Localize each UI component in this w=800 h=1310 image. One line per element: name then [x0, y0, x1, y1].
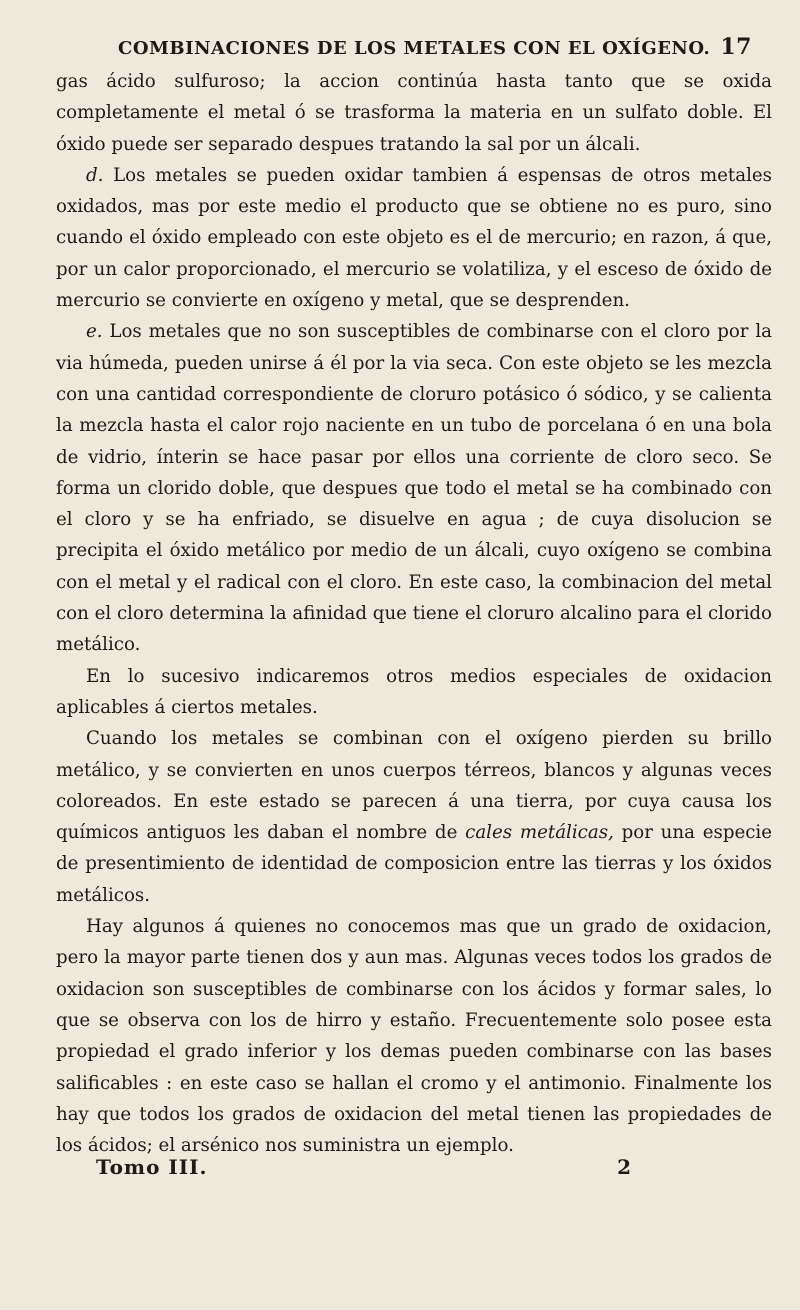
paragraph-d: d. Los metales se pueden oxidar tambien á espensas de otros metales oxidados, mas por este medio el producto que se obtiene no es puro, sino cuando el óxido empleado con este objeto es el de mercurio; en razon, á que, por un calor proporcionado, el mercurio se volatiliza, y el esceso de óxido de mercurio se convierte en oxígeno y metal, que se desprenden.	[56, 164, 772, 312]
printer-signature: 2	[617, 1155, 632, 1180]
page-number: 17	[720, 34, 752, 60]
paragraph-continuation: gas ácido sulfuroso; la accion continúa hasta tanto que se oxida completamente el metal ó se trasforma la materia en un sulfato doble. El óxido puede ser separado despues tratando la sal por un álcali.	[56, 71, 772, 155]
emphasis-cales-metalicas: cales metálicas,	[465, 822, 614, 844]
paragraph-label: d.	[86, 164, 104, 186]
volume-signature: Tomo III.	[96, 1155, 208, 1180]
paragraph-e: e. Los metales que no son susceptibles de combinarse con el cloro por la via húmeda, pueden unirse á él por la via seca. Con este objeto se les mezcla con una cantidad correspondiente de cloruro potásico ó sódico, y se calienta la mezcla hasta el calor rojo naciente en un tubo de porcelana ó en una bola de vidrio, ínterin se hace pasar por ellos una corriente de cloro seco. Se forma un clorido doble, que despues que todo el metal se ha combinado con el cloro y se ha enfriado, se disuelve en agua ; de cuya disolucion se precipita el óxido metálico por medio de un álcali, cuyo oxígeno se combina con el metal y el radical con el cloro. En este caso, la combinacion del metal con el cloro determina la afinidad que tiene el cloruro alcalino para el clorido metálico.	[56, 321, 772, 656]
paragraph-cales: Cuando los metales se combinan con el oxígeno pierden su brillo metálico, y se convierten en unos cuerpos térreos, blancos y algunas veces coloreados. En este estado se parecen á una tierra, por cuya causa los químicos antiguos les daban el nombre de cales metálicas, por una especie de presentimiento de identidad de composicion entre las tierras y los óxidos metálicos.	[56, 728, 772, 906]
paragraph-sucesivo: En lo sucesivo indicaremos otros medios especiales de oxidacion aplicables á ciertos metales.	[56, 665, 772, 718]
running-title: COMBINACIONES DE LOS METALES CON EL OXÍGENO.	[118, 38, 711, 59]
page-body	[56, 66, 772, 1161]
paragraph-grados: Hay algunos á quienes no conocemos mas que un grado de oxidacion, pero la mayor parte tienen dos y aun mas. Algunas veces todos los grados de oxidacion son susceptibles de combinarse con los ácidos y formar sales, lo que se observa con los de hirro y estaño. Frecuentemente solo posee esta propiedad el grado inferior y los demas pueden combinarse con las bases salificables : en este caso se hallan el cromo y el antimonio. Finalmente los hay que todos los grados de oxidacion del metal tienen las propiedades de los ácidos; el arsénico nos suministra un ejemplo.	[56, 916, 772, 1157]
running-header	[56, 34, 772, 60]
paragraph-label: e.	[86, 321, 103, 343]
